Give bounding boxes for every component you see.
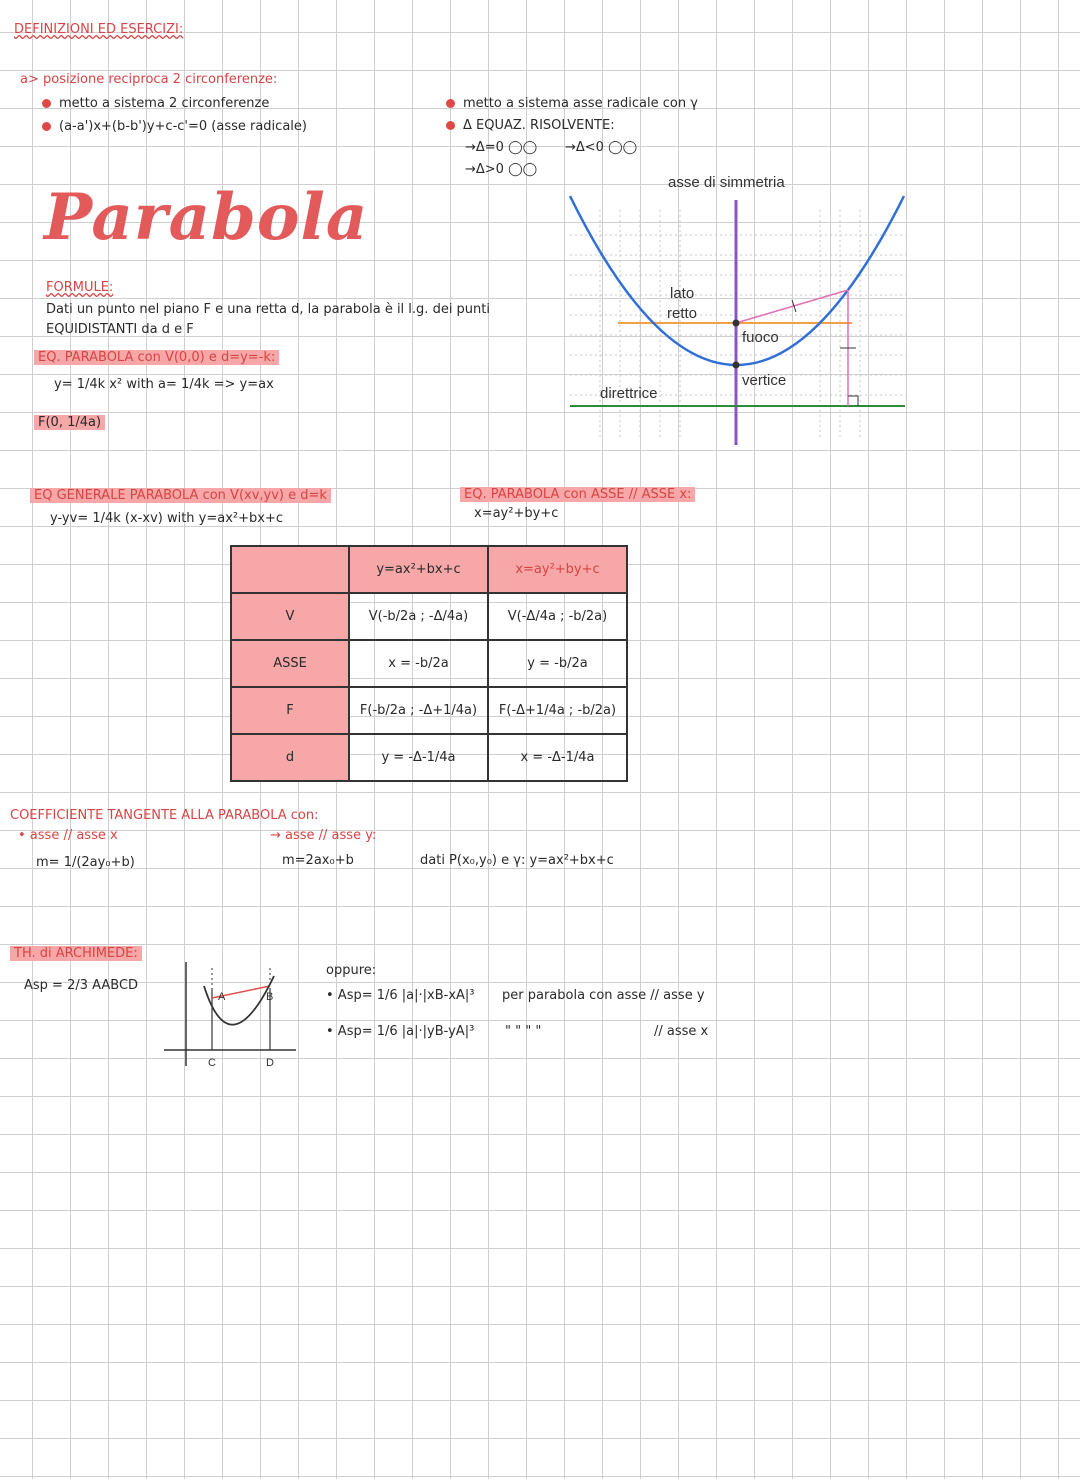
table-row — [231, 734, 627, 781]
circonferenze-heading: a> posizione reciproca 2 circonferenze: — [20, 72, 278, 87]
tangent-m-x: m= 1/(2ay₀+b) — [36, 855, 135, 870]
case-delta-positive: →Δ>0 ◯◯ — [465, 162, 538, 177]
tangent-given: dati P(x₀,y₀) e γ: y=ax²+bx+c — [420, 853, 614, 868]
formula-table — [230, 545, 628, 782]
bullet-icon — [42, 122, 51, 131]
label-point-d: D — [266, 1057, 274, 1069]
label-point-c: C — [208, 1057, 216, 1069]
eq-vertex-origin: EQ. PARABOLA con V(0,0) e d=y=-k: — [34, 350, 279, 365]
radical-item-2: Δ EQUAZ. RISOLVENTE: — [446, 118, 615, 133]
table-row-label: d — [231, 734, 349, 781]
parabola-diagram — [560, 170, 920, 450]
table-cell: x = -b/2a — [349, 640, 488, 687]
archimede-ditto-marks: " " " " — [505, 1024, 542, 1039]
definition-line-1: Dati un punto nel piano F e una retta d, la parabola è il l.g. dei punti — [46, 302, 490, 317]
bullet-icon — [42, 99, 51, 108]
table-cell: F(-b/2a ; -Δ+1/4a) — [349, 687, 488, 734]
bullet-icon — [446, 121, 455, 130]
tangent-option-x: • asse // asse x — [18, 828, 118, 843]
table-header-vertical: y=ax²+bx+c — [349, 546, 488, 593]
table-cell: y = -b/2a — [488, 640, 627, 687]
table-cell: x = -Δ-1/4a — [488, 734, 627, 781]
page-title: Parabola — [44, 180, 369, 255]
label-vertice: vertice — [742, 372, 787, 389]
label-retto: retto — [667, 305, 698, 322]
focus-formula: F(0, 1/4a) — [34, 415, 105, 430]
bullet-icon — [446, 99, 455, 108]
eq-line: y= 1/4k x² with a= 1/4k => y=ax — [54, 377, 274, 392]
archimede-formula-x: • Asp= 1/6 |a|·|yB-yA|³ — [326, 1024, 475, 1039]
general-eq-heading: EQ GENERALE PARABOLA con V(xv,yv) e d=k — [30, 488, 331, 503]
definition-line-2: EQUIDISTANTI da d e F — [46, 322, 194, 337]
case-delta-negative: →Δ<0 ◯◯ — [565, 140, 638, 155]
tangent-m-y: m=2ax₀+b — [282, 853, 354, 868]
radical-item-1: metto a sistema asse radicale con γ — [446, 96, 698, 111]
label-point-b: B — [266, 991, 274, 1003]
label-lato: lato — [670, 285, 695, 302]
table-cell: y = -Δ-1/4a — [349, 734, 488, 781]
table-row — [231, 687, 627, 734]
table-row — [231, 640, 627, 687]
circonferenze-item-1: metto a sistema 2 circonferenze — [42, 96, 269, 111]
horizontal-axis-eq: x=ay²+by+c — [474, 506, 559, 521]
page-header: DEFINIZIONI ED ESERCIZI: — [14, 22, 184, 37]
tangent-option-y: → asse // asse y: — [270, 828, 377, 843]
label-direttrice: direttrice — [600, 385, 658, 402]
table-cell: V(-b/2a ; -Δ/4a) — [349, 593, 488, 640]
table-cell: V(-Δ/4a ; -b/2a) — [488, 593, 627, 640]
table-row-label: ASSE — [231, 640, 349, 687]
archimede-diagram — [160, 958, 300, 1070]
circonferenze-item-2: (a-a')x+(b-b')y+c-c'=0 (asse radicale) — [42, 119, 307, 134]
oppure-label: oppure: — [326, 963, 377, 978]
horizontal-axis-heading: EQ. PARABOLA con ASSE // ASSE x: — [460, 487, 695, 502]
general-eq: y-yv= 1/4k (x-xv) with y=ax²+bx+c — [50, 511, 284, 526]
table-header-row — [231, 546, 627, 593]
archimede-formula-y: • Asp= 1/6 |a|·|xB-xA|³ — [326, 988, 475, 1003]
table-corner — [231, 546, 349, 593]
label-point-a: A — [218, 991, 226, 1003]
table-header-horizontal: x=ay²+by+c — [488, 546, 627, 593]
table-row-label: F — [231, 687, 349, 734]
label-asse: asse di simmetria — [668, 174, 785, 191]
table-row — [231, 593, 627, 640]
archimede-formula: Asp = 2/3 AABCD — [24, 978, 139, 993]
archimede-note-y: per parabola con asse // asse y — [502, 988, 705, 1003]
table-cell: F(-Δ+1/4a ; -b/2a) — [488, 687, 627, 734]
archimede-note-x: // asse x — [654, 1024, 709, 1039]
label-fuoco: fuoco — [742, 329, 779, 346]
formule-label: FORMULE: — [46, 280, 114, 295]
tangent-heading: COEFFICIENTE TANGENTE ALLA PARABOLA con: — [10, 808, 319, 823]
table-row-label: V — [231, 593, 349, 640]
archimede-heading: TH. di ARCHIMEDE: — [10, 946, 142, 961]
case-delta-zero: →Δ=0 ◯◯ — [465, 140, 538, 155]
